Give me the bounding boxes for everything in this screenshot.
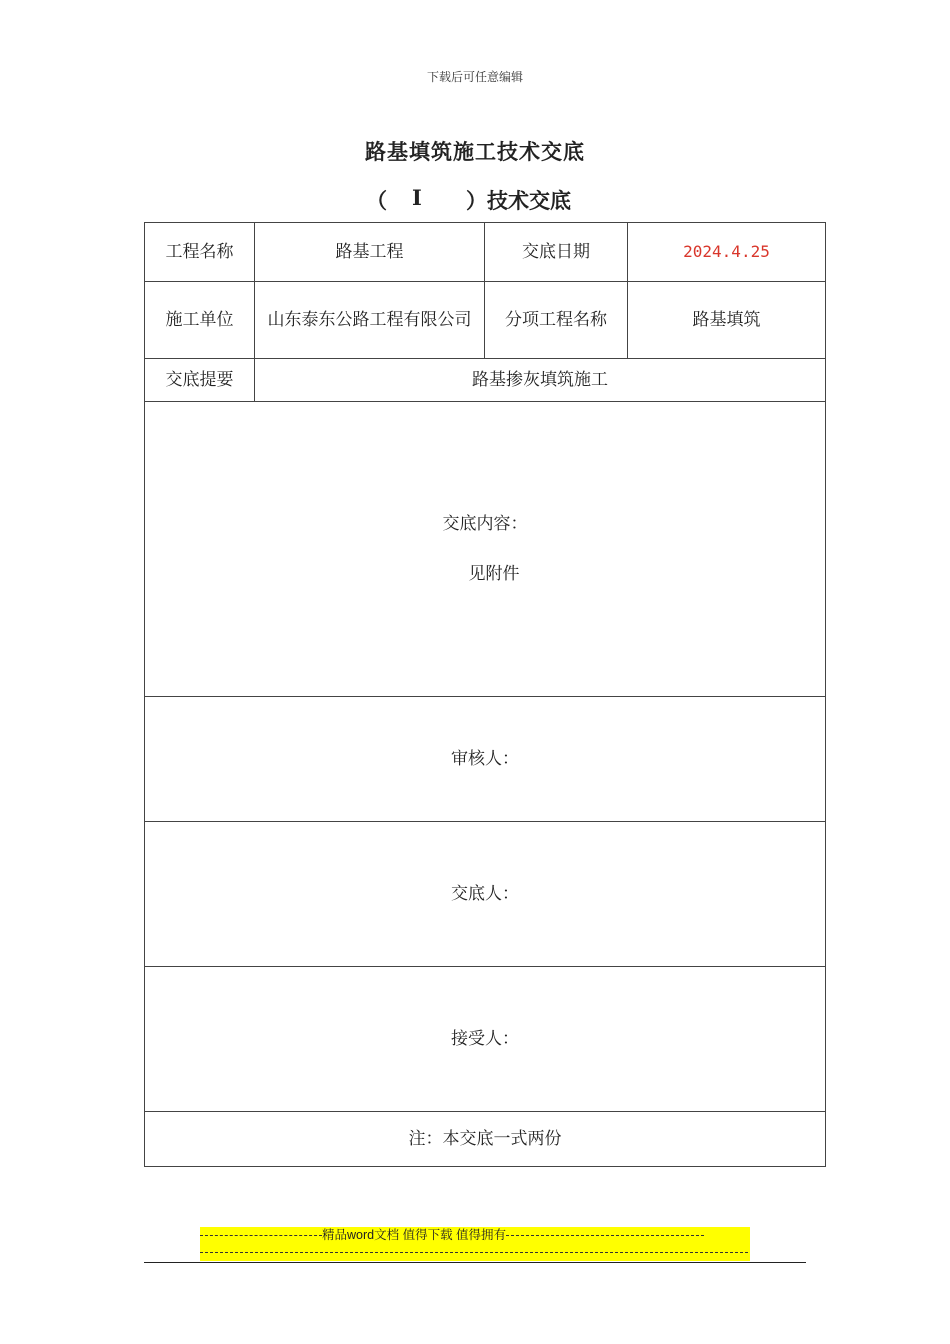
- disclosure-form-table: [144, 222, 826, 1167]
- header-note: 下载后可任意编辑: [426, 70, 523, 84]
- presenter-label: 交底人：: [451, 884, 519, 904]
- date-label: 交底日期: [485, 223, 628, 282]
- footer-dash-right: [506, 1235, 704, 1236]
- document-subtitle: [366, 185, 626, 215]
- presenter-cell: [145, 822, 826, 967]
- receiver-label: 接受人：: [451, 1029, 519, 1049]
- project-name-value: 路基工程: [255, 223, 485, 282]
- receiver-cell: [145, 967, 826, 1112]
- table-row: [145, 1112, 826, 1167]
- document-title: 路基填筑施工技术交底: [365, 139, 585, 164]
- note-text: 注：本交底一式两份: [408, 1129, 562, 1149]
- footer-line-2: [200, 1244, 750, 1261]
- unit-label: 施工单位: [145, 282, 255, 359]
- summary-label: 交底提要: [145, 359, 255, 402]
- subitem-label: 分项工程名称: [485, 282, 628, 359]
- subtitle-roman-numeral: Ⅰ: [412, 185, 422, 210]
- footer-text: 精品word文档 值得下载 值得拥有: [322, 1228, 507, 1242]
- date-value: 2024.4.25: [628, 223, 826, 282]
- footer-banner: [200, 1227, 750, 1261]
- table-row: [145, 822, 826, 967]
- subtitle-open-paren: （: [366, 188, 387, 213]
- content-cell: [145, 402, 826, 697]
- table-row: [145, 967, 826, 1112]
- table-row: [145, 359, 826, 402]
- table-row: [145, 402, 826, 697]
- unit-value: 山东泰东公路工程有限公司: [255, 282, 485, 359]
- bottom-rule: [144, 1262, 806, 1263]
- project-name-label: 工程名称: [145, 223, 255, 282]
- subtitle-text: ）技术交底: [466, 188, 571, 213]
- content-label: 交底内容：: [442, 514, 528, 534]
- footer-line-1: [200, 1227, 750, 1244]
- footer-dash-left: [200, 1235, 322, 1236]
- table-row: [145, 697, 826, 822]
- note-cell: [145, 1112, 826, 1167]
- reviewer-label: 审核人：: [451, 749, 519, 769]
- footer-dash-full: [200, 1252, 748, 1253]
- table-row: [145, 223, 826, 282]
- reviewer-cell: [145, 697, 826, 822]
- content-value: 见附件: [468, 564, 520, 584]
- summary-value: 路基掺灰填筑施工: [255, 359, 826, 402]
- subitem-value: 路基填筑: [628, 282, 826, 359]
- table-row: [145, 282, 826, 359]
